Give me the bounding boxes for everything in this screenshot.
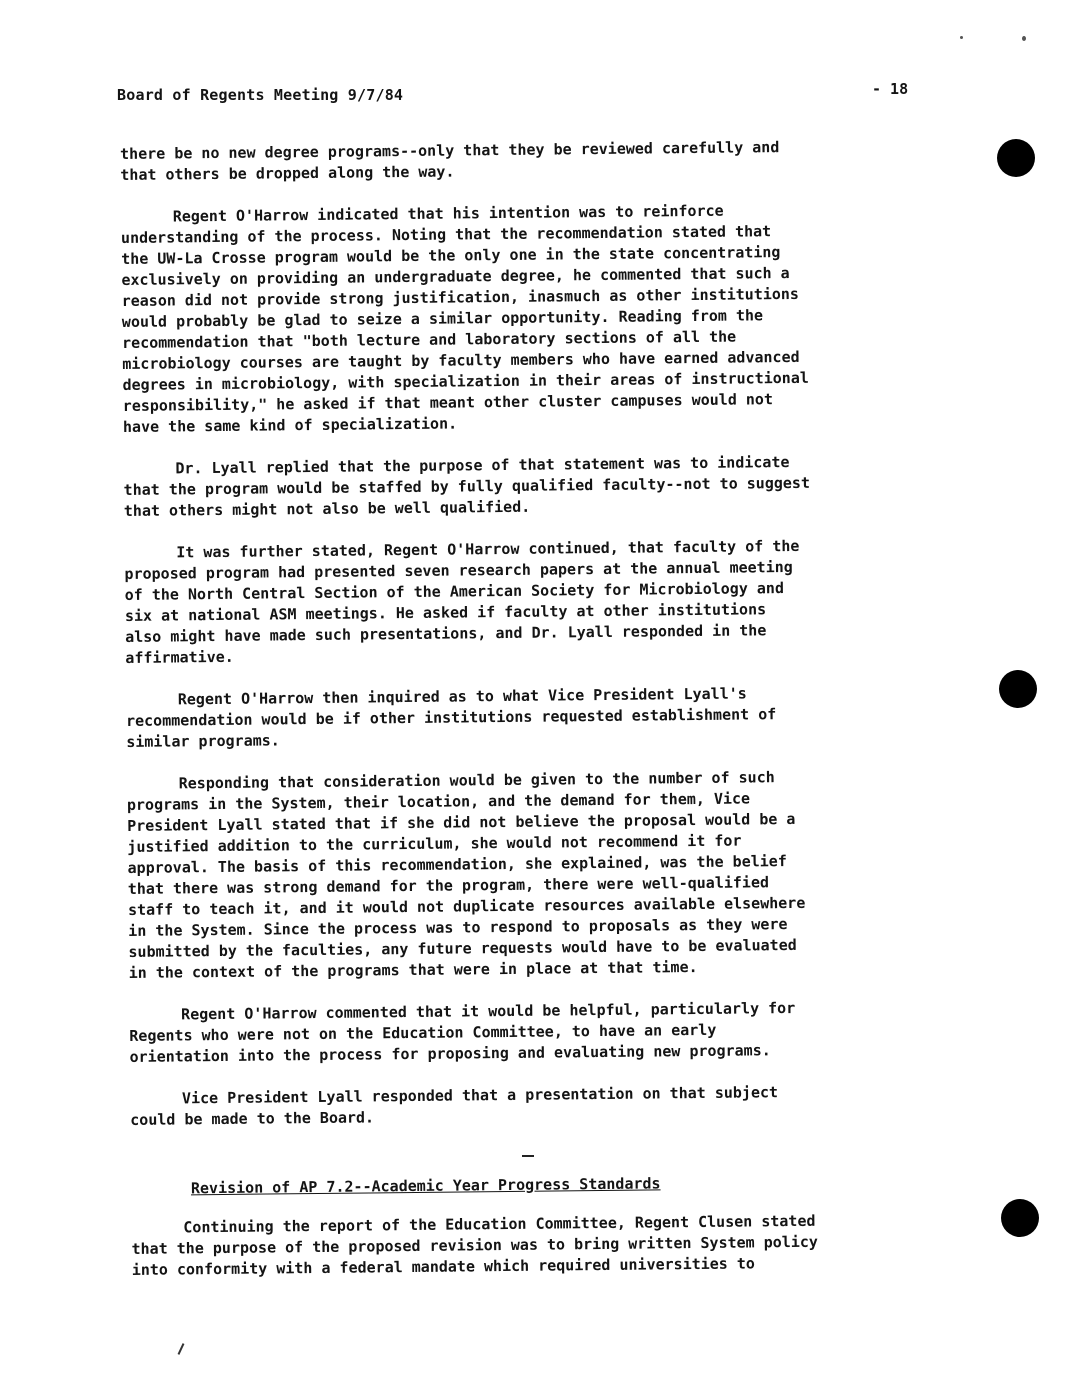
paragraph-3: Dr. Lyall replied that the purpose of that statement was to indicate that the program would be staffed by fully qualified faculty--not to suggest that others might not also be well qualified. (123, 453, 811, 520)
separator-dash (522, 1155, 534, 1157)
document-body (120, 136, 932, 1302)
paragraph-6: Responding that consideration would be given to the number of such programs in the System, their location, and the demand for them, Vice President Lyall stated that if she did not believe the proposal would be a justified addition to the curriculum, she would not recommend it for approval. The basis of this recommendation, she explained, was the belief that there was strong demand for the program, there were well-qualified staff to teach it, and it would not duplicate resources available elsewhere in the System. Since the process was to respond to proposals as they were submitted by the faculties, any future requests would have to be evaluated in the context of the programs that were in place at that time. (126, 768, 806, 982)
punch-hole-middle (999, 670, 1037, 708)
page-number: - 18 (872, 80, 909, 98)
punch-hole-bottom (1001, 1199, 1039, 1237)
paragraph-7: Regent O'Harrow commented that it would be helpful, particularly for Regents who were not on the Education Committee, to have an early orientation into the process for proposing and evaluating new programs. (129, 998, 796, 1066)
section-heading: Revision of AP 7.2--Academic Year Progress Standards (190, 1174, 661, 1198)
paragraph-5: Regent O'Harrow then inquired as to what Vice President Lyall's recommendation would be if other institutions requested establishment of similar programs. (125, 684, 777, 751)
scan-speck (960, 36, 963, 39)
paragraph-1: there be no new degree programs--only that they be reviewed carefully and that others be dropped along the way. (120, 138, 780, 184)
paragraph-4: It was further stated, Regent O'Harrow continued, that faculty of the proposed program had presented seven research papers at the annual meeting of the North Central Section of the American Society for Microbiology and six at national ASM meetings. He asked if faculty at other institutions also might have made such presentations, and Dr. Lyall responded in the affirmative. (124, 536, 800, 667)
punch-hole-top (997, 139, 1035, 177)
scan-speck (1022, 36, 1026, 41)
section-paragraph: Continuing the report of the Education Committee, Regent Clusen stated that the purpose of the proposed revision was to bring written System policy into conformity with a federal mandate which required universities to (131, 1211, 818, 1279)
paragraph-2: Regent O'Harrow indicated that his intention was to reinforce understanding of the process. Noting that the recommendation stated that the UW-La Crosse program would be the only one in the state concentrating exclusively on providing an undergraduate degree, he commented that such a reason did not provide strong justification, inasmuch as other institutions would probably be glad to seize a similar opportunity. Reading from the recommendation that "both lecture and laboratory sections of all the microbiology courses are taught by faculty members who have earned advanced degrees in microbiology, with specialization in their areas of instructional responsibility," he asked if that meant other cluster campuses would not have the same kind of specialization. (120, 201, 809, 436)
paragraph-8: Vice President Lyall responded that a presentation on that subject could be made to the Board. (130, 1083, 779, 1129)
scan-scratch (178, 1343, 185, 1355)
page-header-title: Board of Regents Meeting 9/7/84 (117, 86, 404, 104)
